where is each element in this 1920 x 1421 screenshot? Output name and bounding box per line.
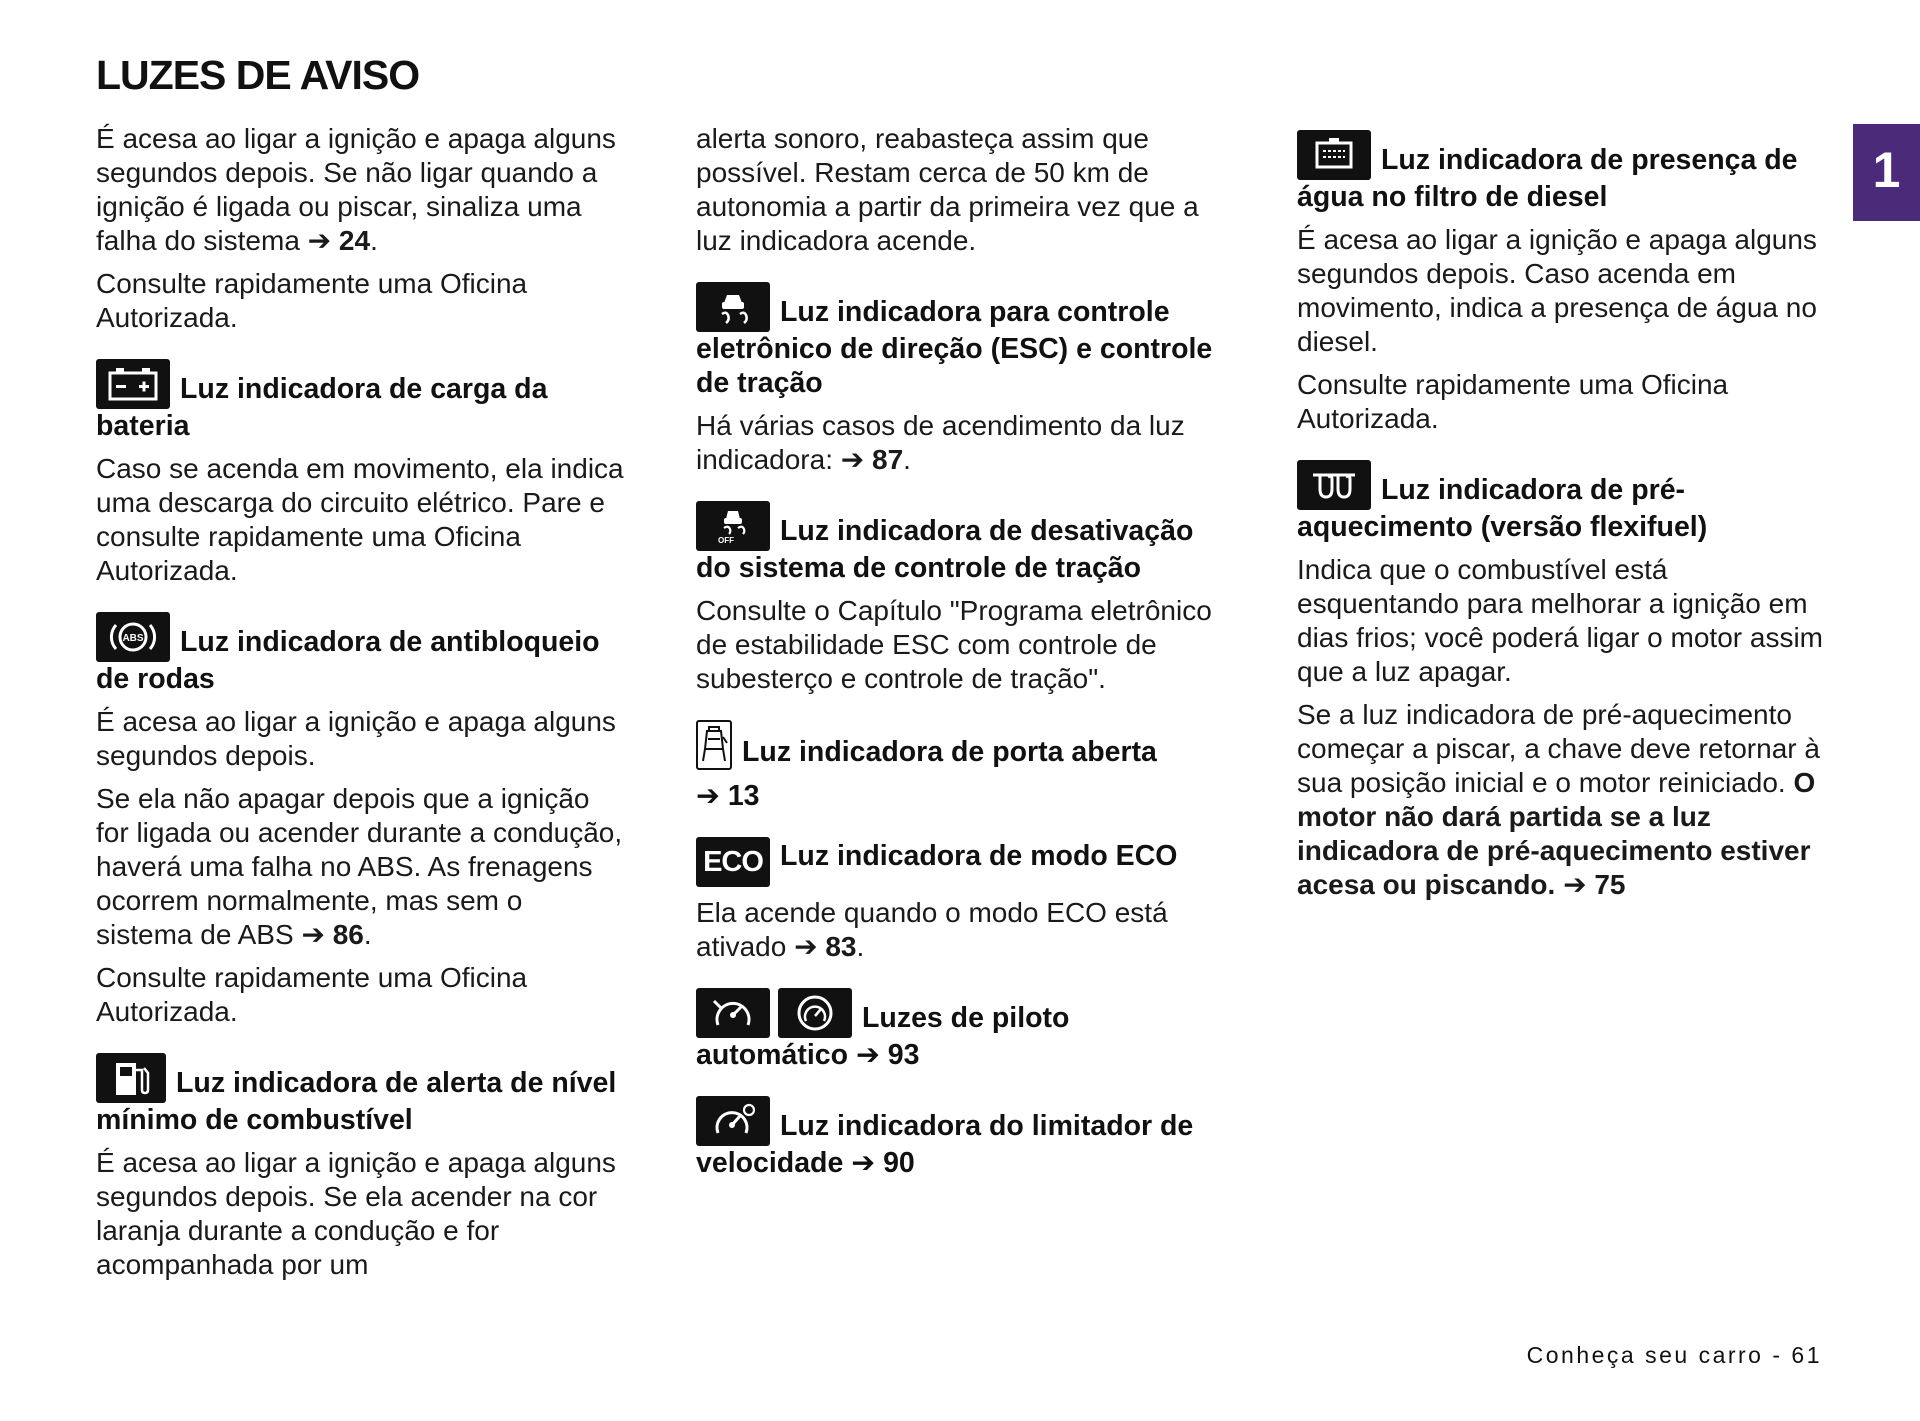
arrow-right-icon: ➔ [794, 931, 818, 962]
svg-text:ABS: ABS [122, 633, 144, 644]
chapter-tab [1853, 124, 1920, 221]
esc-section [696, 282, 1226, 477]
svg-text:OFF: OFF [718, 536, 734, 545]
page-ref[interactable]: 86 [332, 919, 364, 950]
page-ref[interactable]: 87 [872, 444, 904, 475]
arrow-right-icon: ➔ [855, 1039, 880, 1071]
preheat-section [1297, 460, 1827, 902]
fuel-pump-icon [96, 1053, 166, 1103]
preheat-text-2: Se a luz indicadora de pré-aquecimento começar a piscar, a chave deve retornar à sua posição inicial e o motor reiniciado. O motor não dará partida se a luz indicadora de pré-aquecimento estiver acesa ou piscando. ➔ 75 [1297, 699, 1820, 900]
fuel-text: É acesa ao ligar a ignição e apaga alguns segundos depois. Se ela acender na cor laranja durante a condução e for acompanhada por um [96, 1147, 616, 1280]
preheat-text-1: Indica que o combustível está esquentando para melhorar a ignição em dias frios; você poderá ligar o motor assim que a luz apagar. [1297, 554, 1823, 687]
cruise-control-active-icon [778, 988, 852, 1038]
eco-icon: ECO [696, 837, 770, 887]
limiter-section [696, 1096, 1226, 1180]
page-ref[interactable]: 90 [883, 1147, 915, 1179]
section-heading: Luz indicadora do limitador de velocidade ➔ 90 [696, 1096, 1226, 1180]
section-heading: Luz indicadora de porta aberta [696, 720, 1226, 770]
arrow-right-icon: ➔ [696, 780, 720, 812]
section-heading: Luz indicadora para controle eletrônico de direção (ESC) e controle de tração [696, 282, 1226, 400]
arrow-right-icon: ➔ [1563, 869, 1587, 900]
page-title: LUZES DE AVISO [96, 52, 420, 98]
skidding-car-icon [696, 282, 770, 332]
abs-text-2: Se ela não apagar depois que a ignição for ligada ou acender durante a condução, haverá uma falha no ABS. As frenagens ocorrem normalmente, mas sem o sistema de ABS ➔ 86. [96, 783, 623, 950]
battery-text: Caso se acenda em movimento, ela indica uma descarga do circuito elétrico. Pare e consulte rapidamente uma Oficina Autorizada. [96, 453, 624, 586]
chapter-number: 1 [1872, 141, 1901, 198]
eco-text: Ela acende quando o modo ECO está ativado ➔ 83. [696, 897, 1168, 962]
open-door-icon [696, 720, 732, 770]
section-heading: Luzes de piloto automático ➔ 93 [696, 988, 1226, 1072]
door-ref [696, 779, 1226, 813]
section-heading: Luz indicadora de pré-aquecimento (versão flexifuel) [1297, 460, 1827, 544]
page-footer: Conheça seu carro - 61 [1526, 1342, 1822, 1368]
page-ref[interactable]: 24 [338, 225, 371, 256]
intro-consult: Consulte rapidamente uma Oficina Autorizada. [96, 268, 528, 333]
arrow-right-icon: ➔ [307, 225, 332, 256]
abs-section [96, 612, 626, 1029]
section-heading: ABS Luz indicadora de antibloqueio de rodas [96, 612, 626, 696]
page-ref[interactable]: 93 [887, 1039, 920, 1071]
esc-text: Há várias casos de acendimento da luz indicadora: ➔ 87. [696, 410, 1185, 475]
intro-paragraph: É acesa ao ligar a ignição e apaga alguns segundos depois. Se não ligar quando a ignição é ligada ou piscar, sinaliza uma falha do sistema ➔ 24. [96, 123, 616, 256]
section-heading: OFF Luz indicadora de desativação do sistema de controle de tração [696, 501, 1226, 585]
right-column [1297, 130, 1827, 911]
section-heading: ECO Luz indicadora de modo ECO [696, 837, 1226, 887]
cruise-control-icon [696, 988, 770, 1038]
water-text-1: É acesa ao ligar a ignição e apaga alguns segundos depois. Caso acenda em movimento, indica a presença de água no diesel. [1297, 224, 1817, 357]
abs-icon [96, 612, 170, 662]
skidding-car-off-icon [696, 501, 770, 551]
page-ref[interactable]: 13 [727, 780, 760, 812]
glow-plug-icon [1297, 460, 1371, 510]
page-ref[interactable]: 83 [825, 931, 857, 962]
section-heading: Luz indicadora de alerta de nível mínimo de combustível [96, 1053, 626, 1137]
middle-column [696, 122, 1226, 1189]
water-filter-section [1297, 130, 1827, 436]
section-heading: Luz indicadora de carga da bateria [96, 359, 626, 443]
left-column [96, 122, 626, 1291]
door-section [696, 720, 1226, 813]
abs-text-3: Consulte rapidamente uma Oficina Autorizada. [96, 962, 528, 1027]
battery-icon [96, 359, 170, 409]
preheat-warning: O motor não dará partida se a luz indicadora de pré-aquecimento estiver acesa ou piscando. [1297, 767, 1816, 900]
eco-section [696, 837, 1226, 964]
esc-off-section [696, 501, 1226, 696]
cruise-section [696, 988, 1226, 1072]
water-in-diesel-filter-icon [1297, 130, 1371, 180]
arrow-right-icon: ➔ [840, 444, 865, 475]
water-text-2: Consulte rapidamente uma Oficina Autorizada. [1297, 369, 1729, 434]
battery-section [96, 359, 626, 588]
page-ref[interactable]: 75 [1594, 869, 1626, 900]
fuel-section [96, 1053, 626, 1282]
fuel-text-continued: alerta sonoro, reabasteça assim que possível. Restam cerca de 50 km de autonomia a partir da primeira vez que a luz indicadora acende. [696, 123, 1199, 256]
esc-off-text: Consulte o Capítulo "Programa eletrônico de estabilidade ESC com controle de subesterço e controle de tração". [696, 595, 1212, 694]
section-heading: Luz indicadora de presença de água no filtro de diesel [1297, 130, 1827, 214]
arrow-right-icon: ➔ [851, 1147, 876, 1179]
abs-text-1: É acesa ao ligar a ignição e apaga alguns segundos depois. [96, 706, 616, 771]
arrow-right-icon: ➔ [301, 919, 325, 950]
intro-section [96, 122, 626, 335]
fuel-continuation [696, 122, 1226, 258]
speed-limiter-icon [696, 1096, 770, 1146]
